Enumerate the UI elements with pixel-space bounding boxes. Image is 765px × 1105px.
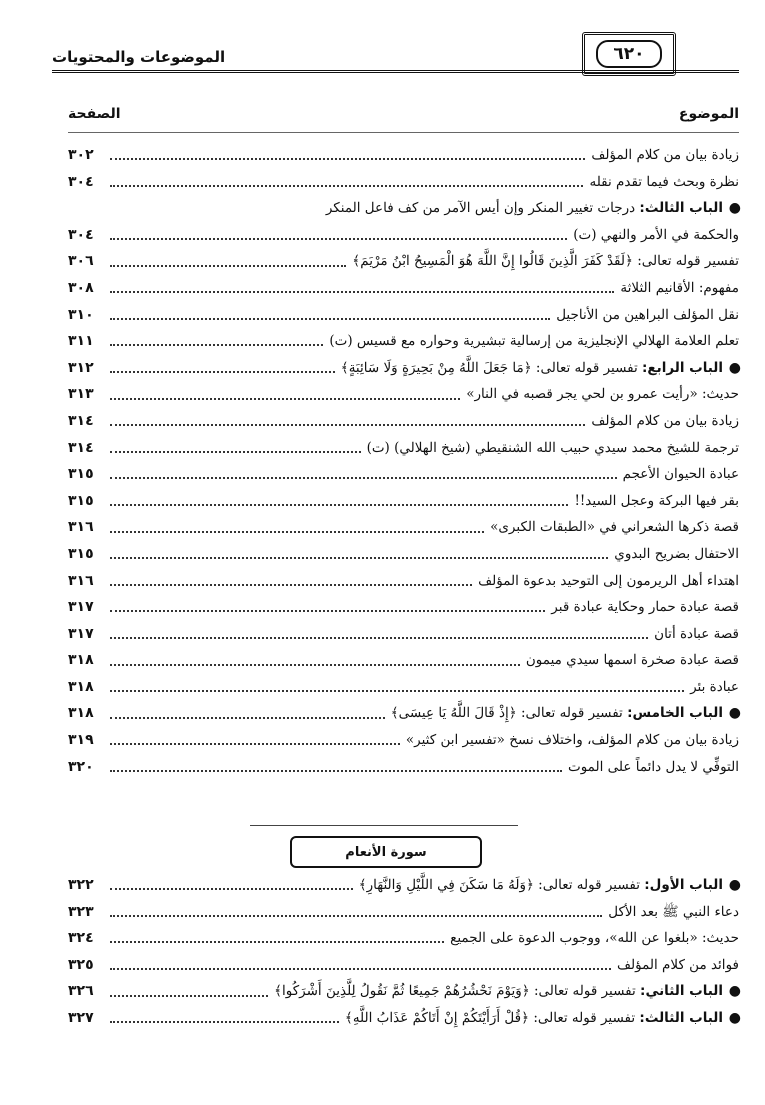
leader-dots: [110, 465, 617, 479]
toc-entry-page: ٣١٥: [68, 492, 94, 509]
toc-entry-title: [573, 222, 739, 249]
toc-entry-text: زيادة بيان من كلام المؤلف: [591, 147, 739, 163]
leader-dots: [110, 731, 400, 745]
toc-entry: [68, 872, 739, 899]
toc-entry-title: [690, 674, 739, 701]
leader-dots: [110, 306, 550, 320]
toc-entry-title: [341, 355, 739, 382]
surah-title: سورة الأنعام: [345, 844, 427, 860]
leader-dots: [110, 545, 608, 559]
toc-entry-text: قصة عبادة حمار وحكاية عبادة قبر: [551, 599, 739, 616]
chapter-label: الباب الثالث:: [639, 200, 723, 217]
toc-entry-text: عبادة بئر: [690, 678, 739, 695]
toc-entry: [68, 142, 739, 169]
toc-entry-page: ٣١٥: [68, 466, 94, 483]
surah-divider-line: [250, 825, 518, 826]
toc-entry-page: ٣٠٤: [68, 226, 94, 243]
toc-entry: [68, 302, 739, 329]
leader-dots: [110, 956, 611, 970]
header-title: الموضوعات والمحتويات: [52, 48, 226, 66]
toc-entry: [68, 1005, 739, 1032]
toc-entry-text: عبادة الحيوان الأعجم: [622, 466, 739, 483]
toc-entry-text: نظرة وبحث فيما تقدم نقله: [589, 173, 739, 190]
toc-entry-title: [367, 435, 739, 462]
toc-entry-text: فوائد من كلام المؤلف: [617, 956, 739, 973]
leader-dots: [110, 625, 648, 639]
leader-dots: [110, 492, 568, 506]
toc-entry: [68, 195, 739, 222]
toc-entry-page: ٣١٨: [68, 652, 94, 669]
toc-entry-title: [526, 647, 739, 674]
toc-entry-text: قصة عبادة صخرة اسمها سيدي ميمون: [525, 652, 739, 669]
leader-dots: [110, 758, 562, 772]
toc-entry-title: [568, 754, 739, 781]
toc-entry: [68, 381, 739, 408]
page-column-heading: الصفحة: [68, 106, 121, 122]
toc-entry-title: [490, 514, 739, 541]
toc-entry-page: ٣١٥: [68, 545, 94, 562]
contents-list: [68, 142, 739, 780]
leader-dots: [110, 332, 323, 346]
toc-entry: [68, 514, 739, 541]
toc-entry-page: ٣١٦: [68, 519, 94, 536]
running-header: [52, 28, 739, 76]
leader-dots: [110, 1009, 339, 1023]
toc-entry-page: ٣١٩: [68, 732, 94, 749]
leader-dots: [110, 279, 614, 293]
leader-dots: [110, 386, 460, 400]
toc-entry-page: ٣٢٦: [68, 983, 94, 1000]
leader-dots: [110, 519, 484, 533]
toc-entry-text: اهتداء أهل الريرمون إلى التوحيد بدعوة المؤلف: [478, 572, 739, 589]
toc-entry-title: [359, 872, 739, 899]
toc-entry-title: [391, 700, 739, 727]
toc-entry-page: ٣٢٧: [68, 1009, 94, 1026]
toc-entry: [68, 248, 739, 275]
toc-entry: [68, 568, 739, 595]
toc-entry-text: تفسير قوله تعالى: ﴿لَقَدْ كَفَرَ الَّذِينَ قَالُوا إِنَّ اللَّهَ هُوَ الْمَسِيحُ ابْنُ مَرْيَمَ﴾: [352, 253, 739, 270]
toc-entry-title: [623, 461, 739, 488]
surah-title-box: [290, 836, 482, 868]
toc-entry-page: ٣١٨: [68, 705, 94, 722]
toc-entry-title: [654, 621, 739, 648]
toc-entry: [68, 674, 739, 701]
toc-entry-page: ٣١٤: [68, 412, 94, 429]
leader-dots: [110, 652, 520, 666]
toc-entry: [68, 754, 739, 781]
toc-entry-page: ٣٢٤: [68, 930, 94, 947]
toc-entry-page: ٣٠٦: [68, 253, 94, 270]
toc-entry: [68, 727, 739, 754]
page-number: ٦٢٠: [596, 40, 662, 68]
toc-entry-title: [591, 408, 739, 435]
toc-entry-text: حديث: «بلغوا عن الله»، ووجوب الدعوة على الجميع: [450, 930, 739, 947]
toc-entry-text: تفسير قوله تعالى: ﴿قُلْ أَرَأَيْتَكُمْ إِنْ أَتَاكُمْ عَذَابُ اللَّهِ﴾: [344, 1009, 640, 1026]
bullet-icon: ●: [728, 359, 741, 376]
toc-entry: [68, 621, 739, 648]
toc-entry-title: [345, 1005, 739, 1032]
toc-entry: [68, 275, 739, 302]
chapter-label: الباب الأول:: [644, 877, 723, 893]
toc-entry-title: [556, 302, 739, 329]
toc-entry-title: [551, 594, 739, 621]
toc-entry-page: ٣١٧: [68, 599, 94, 616]
toc-entry: [68, 899, 739, 926]
toc-entry-page: ٣١٣: [68, 386, 94, 403]
toc-entry-text: تعلم العلامة الهلالي الإنجليزية من إرسالية تبشيرية وحواره مع قسيس (ت): [329, 333, 739, 350]
toc-entry-page: ٣١٤: [68, 439, 94, 456]
contents-list-anam: [68, 872, 739, 1032]
toc-entry-title: [329, 328, 739, 355]
leader-dots: [110, 705, 385, 719]
chapter-label: الباب الثالث:: [639, 1009, 723, 1026]
toc-entry-text: بقر فيها البركة وعجل السيد!!: [574, 492, 739, 509]
leader-dots: [110, 678, 684, 692]
leader-dots: [110, 572, 472, 586]
chapter-label: الباب الثاني:: [640, 983, 723, 1000]
toc-entry-page: ٣١١: [68, 333, 94, 350]
toc-entry-page: ٣٢٢: [68, 877, 94, 893]
toc-entry-title: [591, 142, 739, 169]
toc-entry-title: [326, 195, 739, 222]
toc-entry: [68, 541, 739, 568]
bullet-icon: ●: [728, 1009, 741, 1026]
toc-entry: [68, 435, 739, 462]
leader-dots: [110, 226, 567, 240]
toc-entry: [68, 461, 739, 488]
toc-entry-title: [450, 925, 739, 952]
leader-dots: [110, 146, 585, 160]
leader-dots: [110, 439, 361, 453]
leader-dots: [110, 983, 268, 997]
toc-entry-text: نقل المؤلف البراهين من الأناجيل: [556, 306, 739, 323]
toc-entry-text: ترجمة للشيخ محمد سيدي حبيب الله الشنقيطي (شيخ الهلالي) (ت): [366, 439, 739, 456]
toc-entry: [68, 408, 739, 435]
bullet-icon: ●: [728, 200, 741, 217]
toc-entry-title: [478, 568, 739, 595]
toc-entry-text: زيادة بيان من كلام المؤلف: [591, 412, 739, 429]
toc-entry: [68, 925, 739, 952]
toc-entry-title: [574, 488, 739, 515]
header-rule: [52, 70, 739, 73]
bullet-icon: ●: [728, 983, 741, 1000]
toc-entry-title: [466, 381, 739, 408]
leader-dots: [110, 929, 444, 943]
toc-entry-text: دعاء النبي ﷺ بعد الأكل: [608, 903, 739, 920]
toc-entry-page: ٣٢٣: [68, 903, 94, 920]
leader-dots: [110, 876, 353, 890]
toc-entry-page: ٣٢٠: [68, 758, 94, 775]
toc-entry: [68, 222, 739, 249]
toc-entry-page: ٣١٨: [68, 678, 94, 695]
toc-entry-page: ٣٠٤: [68, 173, 94, 190]
toc-entry-text: قصة ذكرها الشعراني في «الطبقات الكبرى»: [490, 519, 739, 536]
chapter-label: الباب الخامس:: [627, 705, 723, 722]
topic-column-heading: الموضوع: [678, 106, 739, 122]
toc-entry: [68, 169, 739, 196]
toc-entry-text: تفسير قوله تعالى: ﴿إِذْ قَالَ اللَّهُ يَا عِيسَى﴾: [390, 705, 628, 722]
bullet-icon: ●: [728, 877, 741, 893]
toc-entry-title: [620, 275, 739, 302]
toc-entry-page: ٣١٦: [68, 572, 94, 589]
leader-dots: [110, 598, 545, 612]
toc-entry-title: [274, 978, 739, 1005]
toc-entry: [68, 355, 739, 382]
toc-entry-page: ٣١٧: [68, 625, 94, 642]
toc-entry: [68, 952, 739, 979]
toc-entry-title: [352, 248, 739, 275]
leader-dots: [110, 412, 585, 426]
toc-entry: [68, 647, 739, 674]
toc-entry: [68, 978, 739, 1005]
toc-entry-page: ٣٠٨: [68, 279, 94, 296]
toc-entry-text: تفسير قوله تعالى: ﴿مَا جَعَلَ اللَّهُ مِنْ بَحِيرَةٍ وَلَا سَائِبَةٍ﴾: [340, 359, 643, 376]
toc-entry-text: تفسير قوله تعالى: ﴿وَلَهُ مَا سَكَنَ فِي اللَّيْلِ وَالنَّهَارِ﴾: [358, 877, 645, 893]
leader-dots: [110, 253, 346, 267]
column-headings: [68, 106, 739, 133]
toc-entry-page: ٣١٠: [68, 306, 94, 323]
toc-entry-page: ٣٠٢: [68, 147, 94, 163]
toc-entry-text: درجات تغيير المنكر وإن أيس الآمر من كف فاعل المنكر: [325, 200, 640, 217]
leader-dots: [110, 903, 602, 917]
toc-entry-text: زيادة بيان من كلام المؤلف، واختلاف نسخ «تفسير ابن كثير»: [405, 732, 739, 749]
leader-dots: [110, 359, 335, 373]
toc-entry-page: ٣٢٥: [68, 956, 94, 973]
toc-entry: [68, 700, 739, 727]
bullet-icon: ●: [728, 705, 741, 722]
toc-entry-text: والحكمة في الأمر والنهي (ت): [573, 226, 739, 243]
toc-entry-title: [617, 952, 739, 979]
leader-dots: [110, 173, 583, 187]
toc-entry-title: [614, 541, 739, 568]
toc-entry-text: التوفِّي لا يدل دائماً على الموت: [568, 758, 739, 775]
toc-entry: [68, 488, 739, 515]
toc-entry: [68, 328, 739, 355]
toc-entry-text: حديث: «رأيت عمرو بن لحي يجر قصبه في النار»: [466, 386, 739, 403]
toc-entry-page: ٣١٢: [68, 359, 94, 376]
toc-entry-title: [608, 899, 739, 926]
toc-entry-text: قصة عبادة أتان: [654, 625, 739, 642]
toc-entry-title: [589, 169, 739, 196]
toc-entry-text: الاحتفال بضريح البدوي: [614, 545, 739, 562]
chapter-label: الباب الرابع:: [642, 359, 723, 376]
toc-entry-title: [406, 727, 739, 754]
toc-entry-text: مفهوم: الأقانيم الثلاثة: [620, 279, 739, 296]
toc-entry: [68, 594, 739, 621]
toc-entry-text: تفسير قوله تعالى: ﴿وَيَوْمَ نَحْشُرُهُمْ جَمِيعًا ثُمَّ نَقُولُ لِلَّذِينَ أَشْرَكُوا﴾: [274, 983, 641, 1000]
